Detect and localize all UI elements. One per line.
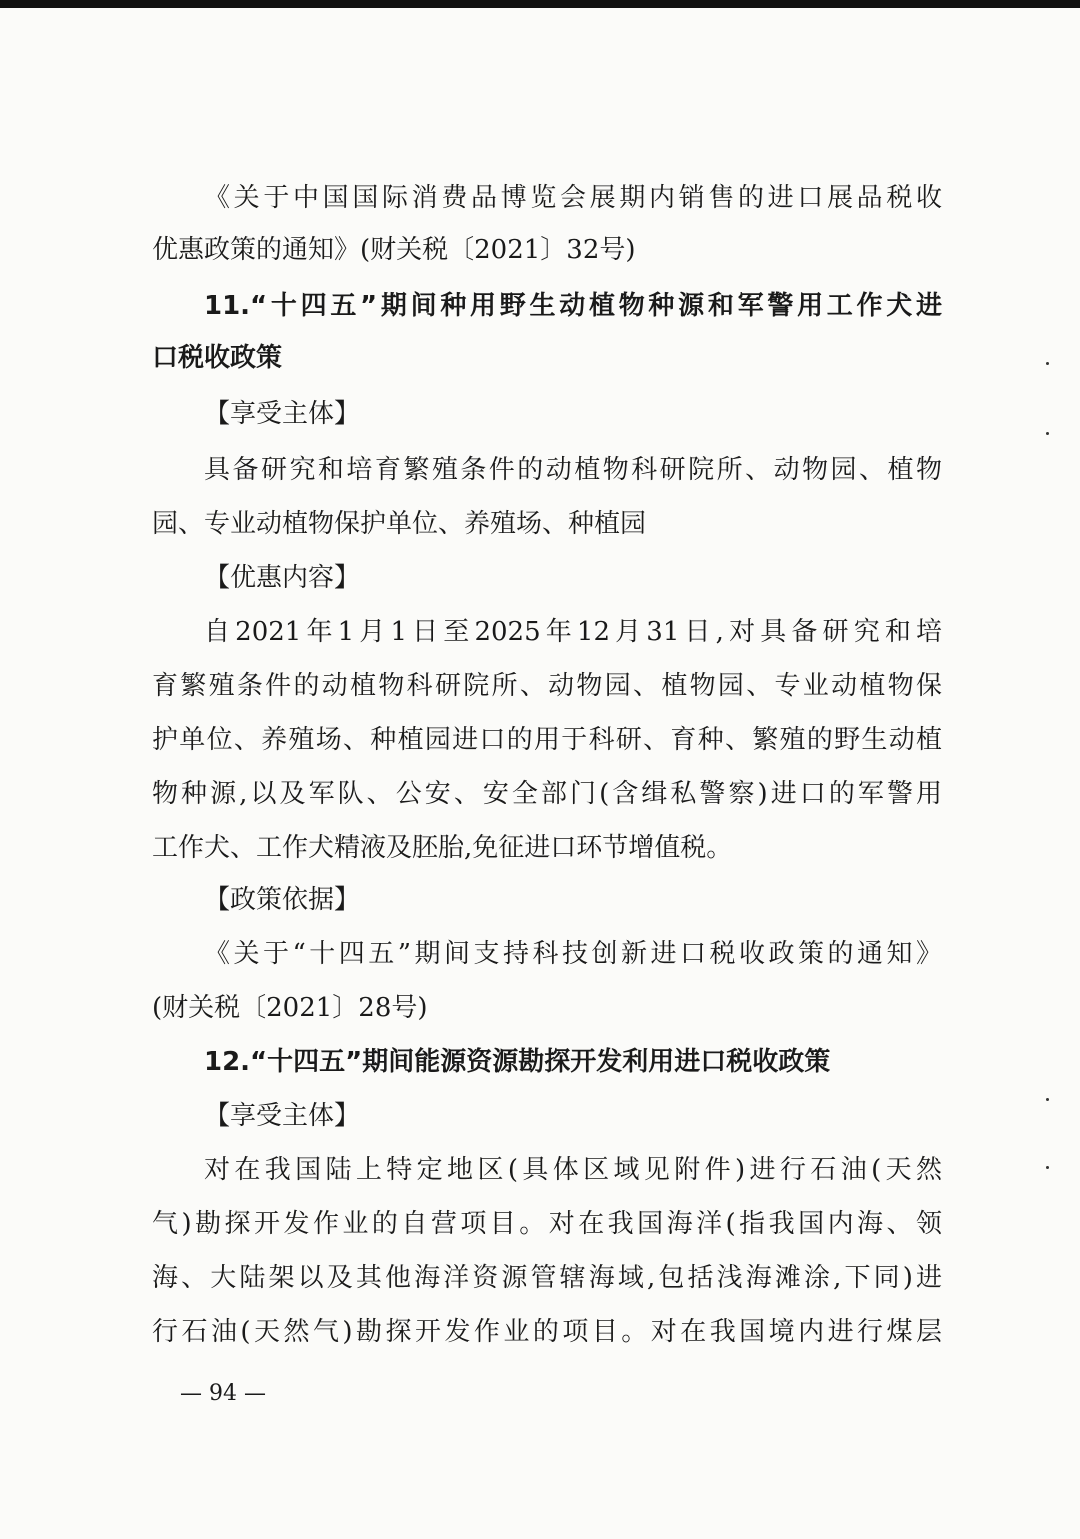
- scan-speck: [1046, 432, 1049, 435]
- scan-top-border: [0, 0, 1080, 8]
- page-number: — 94 —: [180, 1381, 266, 1406]
- beneficiary-12-line-1: 对在我国陆上特定地区(具体区域见附件)进行石油(天然: [204, 1155, 942, 1185]
- content-text-line-5: 工作犬、工作犬精液及胚胎,免征进口环节增值税。: [152, 833, 733, 863]
- section-11-heading-line-1: 11.“十四五”期间种用野生动植物种源和军警用工作犬进: [204, 291, 942, 321]
- policy-basis-line-1: 《关于“十四五”期间支持科技创新进口税收政策的通知》: [204, 939, 942, 969]
- content-text-line-4: 物种源,以及军队、公安、安全部门(含缉私警察)进口的军警用: [152, 779, 942, 809]
- label-policy-basis: 【政策依据】: [204, 885, 361, 915]
- reference-line-1: 《关于中国国际消费品博览会展期内销售的进口展品税收: [204, 183, 942, 213]
- label-beneficiary-12: 【享受主体】: [204, 1101, 361, 1131]
- beneficiary-text-line-2: 园、专业动植物保护单位、养殖场、种植园: [152, 509, 647, 539]
- scan-speck: [1046, 362, 1049, 365]
- content-text-line-1: 自2021年1月1日至2025年12月31日,对具备研究和培: [204, 617, 942, 647]
- section-12-heading: 12.“十四五”期间能源资源勘探开发利用进口税收政策: [204, 1047, 831, 1077]
- section-11-heading-line-2: 口税收政策: [152, 343, 283, 373]
- reference-line-2: 优惠政策的通知》(财关税〔2021〕32号): [152, 235, 636, 265]
- beneficiary-text-line-1: 具备研究和培育繁殖条件的动植物科研院所、动物园、植物: [204, 455, 942, 485]
- content-text-line-3: 护单位、养殖场、种植园进口的用于科研、育种、繁殖的野生动植: [152, 725, 942, 755]
- document-page: [0, 8, 1080, 1539]
- beneficiary-12-line-2: 气)勘探开发作业的自营项目。对在我国海洋(指我国内海、领: [152, 1209, 942, 1239]
- beneficiary-12-line-4: 行石油(天然气)勘探开发作业的项目。对在我国境内进行煤层: [152, 1317, 942, 1347]
- policy-basis-line-2: (财关税〔2021〕28号): [152, 993, 428, 1023]
- scan-speck: [1046, 1166, 1049, 1169]
- label-beneficiary: 【享受主体】: [204, 399, 361, 429]
- scan-speck: [1046, 1098, 1049, 1101]
- beneficiary-12-line-3: 海、大陆架以及其他海洋资源管辖海域,包括浅海滩涂,下同)进: [152, 1263, 942, 1293]
- label-preferential-content: 【优惠内容】: [204, 563, 361, 593]
- content-text-line-2: 育繁殖条件的动植物科研院所、动物园、植物园、专业动植物保: [152, 671, 942, 701]
